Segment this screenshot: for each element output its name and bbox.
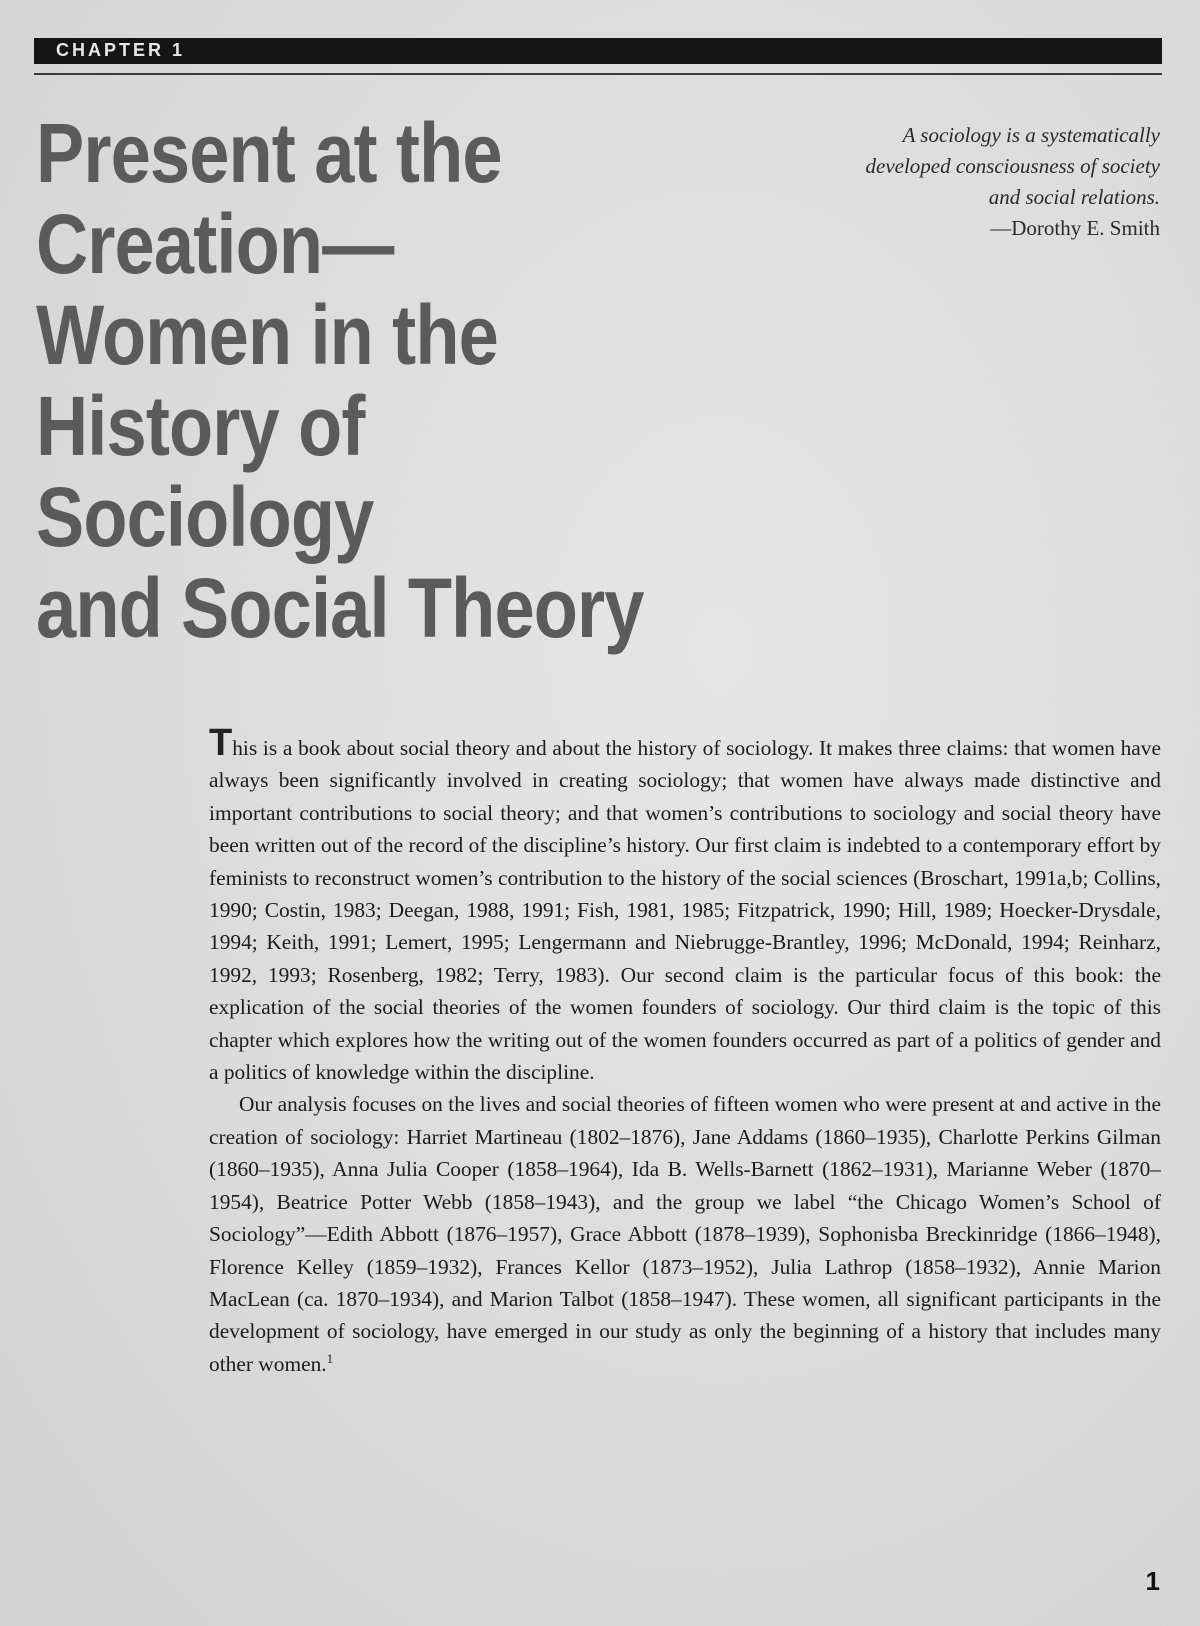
title-line: and Social Theory bbox=[36, 561, 644, 655]
title-line: History of bbox=[36, 379, 365, 473]
body-text bbox=[209, 722, 1161, 1380]
epigraph-attribution: —Dorothy E. Smith bbox=[990, 216, 1160, 240]
epigraph-quote bbox=[700, 120, 1160, 213]
paragraph-text: Our analysis focuses on the lives and social theories of fifteen women who were present at and active in the creation of sociology: Harriet Martineau (1802–1876), Jane Addams (1860–1935), Charlotte Perkins Gilman (1860–1935), Anna Julia Cooper (1858–1964), Ida B. Wells-Barnett (1862–1931), Marianne Weber (1870–1954), Beatrice Potter Webb (1858–1943), and the group we label “the Chicago Women’s School of Sociology”—Edith Abbott (1876–1957), Grace Abbott (1878–1939), Sophonisba Breckinridge (1866–1948), Florence Kelley (1859–1932), Frances Kellor (1873–1952), Julia Lathrop (1858–1932), Annie Marion MacLean (ca. 1870–1934), and Marion Talbot (1858–1947). These women, all significant participants in the development of sociology, have emerged in our study as only the beginning of a history that includes many other women. bbox=[209, 1092, 1161, 1376]
epigraph-line: developed consciousness of society bbox=[865, 154, 1160, 178]
chapter-header-bar bbox=[34, 38, 1162, 64]
title-line: Creation— bbox=[36, 197, 394, 291]
footnote-ref[interactable]: 1 bbox=[326, 1350, 334, 1366]
title-line: Present at the bbox=[36, 106, 502, 200]
chapter-title bbox=[36, 106, 644, 655]
paragraph bbox=[209, 1088, 1161, 1380]
epigraph bbox=[700, 120, 1160, 244]
chapter-label: CHAPTER 1 bbox=[56, 40, 186, 60]
page-number: 1 bbox=[1145, 1566, 1160, 1596]
paragraph-text: his is a book about social theory and about the history of sociology. It makes three claims: that women have always been significantly involved in creating sociology; that women have always made distinctive and important contributions to social theory; and that women’s contributions to sociology and social theory have been written out of the record of the discipline’s history. Our first claim is indebted to a contemporary effort by feminists to reconstruct women’s contribution to the history of the social sciences (Broschart, 1991a,b; Collins, 1990; Costin, 1983; Deegan, 1988, 1991; Fish, 1981, 1985; Fitzpatrick, 1990; Hill, 1989; Hoecker-Drysdale, 1994; Keith, 1991; Lemert, 1995; Lengermann and Niebrugge-Brantley, 1996; McDonald, 1994; Reinharz, 1992, 1993; Rosenberg, 1982; Terry, 1983). Our second claim is the particular focus of this book: the explication of the social theories of the women founders of sociology. Our third claim is the topic of this chapter which explores how the writing out of the women founders occurred as part of a politics of gender and a politics of knowledge within the discipline. bbox=[209, 736, 1161, 1085]
chapter-rule bbox=[34, 73, 1162, 75]
title-line: Sociology bbox=[36, 470, 374, 564]
title-line: Women in the bbox=[36, 288, 498, 382]
paragraph bbox=[209, 722, 1161, 1088]
epigraph-line: A sociology is a systematically bbox=[902, 123, 1160, 147]
drop-cap: T bbox=[209, 722, 233, 764]
epigraph-line: and social relations. bbox=[988, 185, 1160, 209]
